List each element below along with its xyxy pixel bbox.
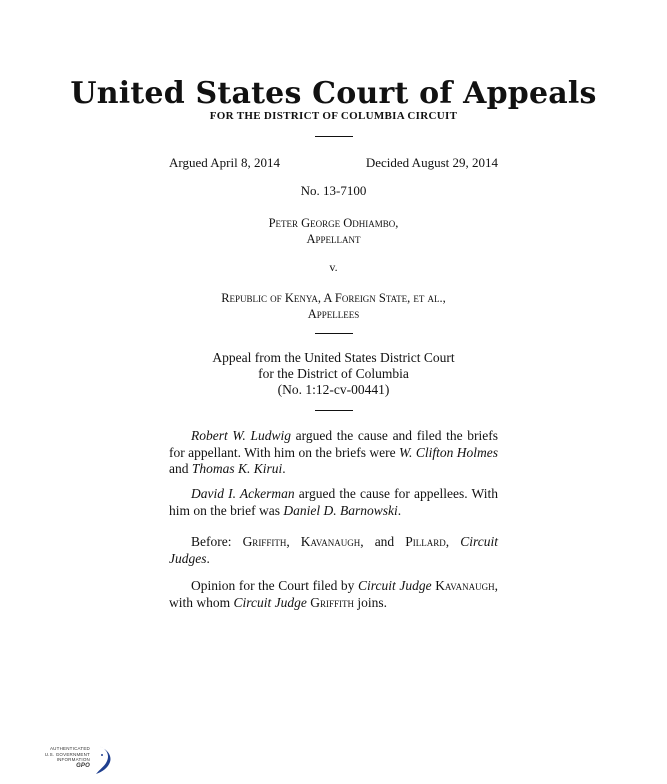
paragraph-text: Opinion for the Court filed by [191,578,359,593]
appeal-block [0,350,667,398]
appeal-line: for the District of Columbia [258,366,409,381]
appeal-line: Appeal from the United States District Court [212,350,455,365]
decided-date: Decided August 29, 2014 [365,155,498,170]
seal-line: U.S. GOVERNMENT [44,751,90,757]
judge-name: Griffith [310,594,355,610]
judge-title: Circuit Judge [358,578,432,593]
paragraph-text: . [206,550,210,566]
circuit-name: FOR THE DISTRICT OF COLUMBIA CIRCUIT [209,110,458,122]
eagle-logo-icon [92,744,114,778]
opinion-paragraph [169,578,498,611]
paragraph-text: Before: [191,534,243,549]
judge-title: Circuit Judges [169,534,499,566]
seal-line: AUTHENTICATED [49,746,90,751]
paragraph-text: , with whom [169,578,498,610]
paragraph-text: argued the cause and filed the briefs for appellant. With him on the briefs were [169,428,499,460]
attorney-name: David I. Ackerman [191,486,295,501]
appellant-block [0,215,667,247]
argued-date: Argued April 8, 2014 [169,155,280,170]
paragraph-text: , and [360,534,406,549]
attorney-name: Daniel D. Barnowski [283,502,398,518]
attorney-name: Thomas K. Kirui [191,461,283,476]
judge-name: Pillard [405,534,446,549]
paragraph-text: , [445,534,461,549]
versus: v. [329,260,338,274]
paragraph-text: . [282,461,286,476]
seal-line: INFORMATION [56,757,90,762]
divider [315,136,353,137]
paragraph-text: argued the cause for appellees. With him on the brief was [169,486,499,518]
paragraph-text: joins. [354,594,388,610]
appellant-name: Peter George Odhiambo, [268,216,399,230]
attorney-name: Robert W. Ludwig [191,428,291,443]
judge-title: Circuit Judge [233,594,307,610]
paragraph-text: and [169,461,192,476]
appellees-name: Republic of Kenya, A Foreign State, et al., [221,291,446,305]
appeal-line: (No. 1:12-cv-00441) [277,382,390,397]
paragraph-text: . [397,502,402,518]
docket-number: No. 13-7100 [300,183,367,198]
judge-name: Kavanaugh [435,578,495,593]
divider [315,333,353,334]
counsel-appellee-paragraph [169,486,498,519]
appellant-role: Appellant [306,232,361,246]
judge-name: Kavanaugh [300,534,361,549]
divider [315,410,353,411]
court-name: United States Court of Appeals [70,76,597,111]
panel-paragraph [169,534,498,567]
counsel-appellant-paragraph [169,428,498,478]
seal-line: GPO [76,762,90,769]
gpo-authentication-seal [30,744,116,780]
seal-text [30,746,90,770]
appellees-role: Appellees [307,307,360,321]
judge-name: Griffith [242,534,287,549]
paragraph-text: , [286,534,301,549]
appellees-block [0,290,667,322]
attorney-name: W. Clifton Holmes [399,444,498,460]
